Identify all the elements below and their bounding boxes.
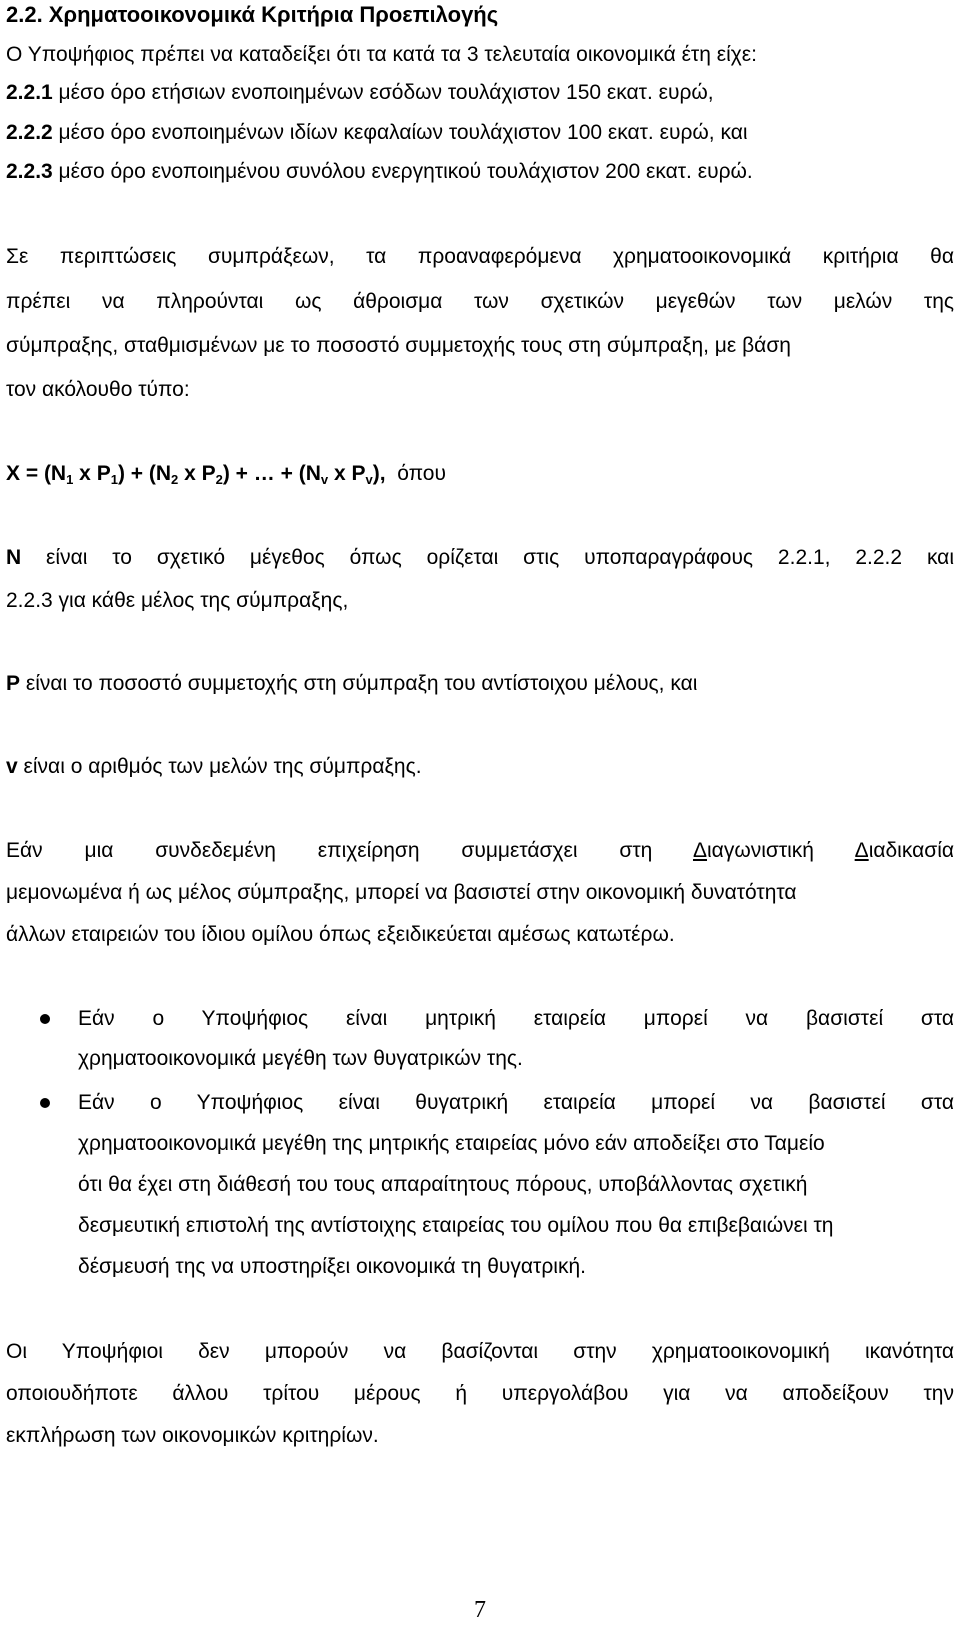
final-line-1: Οι Υποψήφιοι δεν μπορούν να βασίζονται στην χρηματοοικονομική ικανότητα — [6, 1340, 954, 1363]
bullet-1-line-2: χρηματοοικονομικά μεγέθη των θυγατρικών της. — [78, 1047, 523, 1070]
bullet-2-line-2: χρηματοοικονομικά μεγέθη της μητρικής εταιρείας μόνο εάν αποδείξει στο Ταμείο — [78, 1132, 825, 1155]
section-heading: 2.2. Χρηματοοικονομικά Κριτήρια Προεπιλογής — [6, 2, 499, 27]
formula: $X = (N_1$ x $P_1) + (N_2$ x $P_2$) + … + ($N_v$ x $P_v$), όπου — [6, 462, 446, 487]
bullet-2-line-5: δέσμευσή της να υποστηρίξει οικονομικά τη θυγατρική. — [78, 1255, 586, 1278]
definition-n-line-1: N είναι το σχετικό μέγεθος όπως ορίζεται στις υποπαραγράφους 2.2.1, 2.2.2 και — [6, 546, 954, 569]
definition-v: v είναι ο αριθμός των μελών της σύμπραξης. — [6, 755, 422, 778]
consortium-line-3: σύμπραξης, σταθμισμένων με το ποσοστό συμμετοχής τους στη σύμπραξη, με βάση — [6, 334, 791, 357]
consortium-line-4: τον ακόλουθο τύπο: — [6, 378, 190, 401]
affiliate-line-1: Εάν μια συνδεδεμένη επιχείρηση συμμετάσχει στη Διαγωνιστική Διαδικασία — [6, 839, 954, 862]
page-number: 7 — [474, 1597, 486, 1623]
criterion-number: 2.2.2 — [6, 121, 53, 144]
final-line-3: εκπλήρωση των οικονομικών κριτηρίων. — [6, 1424, 379, 1447]
bullet-2-line-4: δεσμευτική επιστολή της αντίστοιχης εταιρείας του ομίλου που θα επιβεβαιώνει τη — [78, 1214, 834, 1237]
definition-p: P είναι το ποσοστό συμμετοχής στη σύμπραξη του αντίστοιχου μέλους, και — [6, 672, 698, 695]
criterion-text: μέσο όρο ενοποιημένων ιδίων κεφαλαίων τουλάχιστον 100 εκατ. ευρώ, και — [52, 121, 748, 144]
criterion-number: 2.2.1 — [6, 81, 53, 104]
criterion-text: μέσο όρο ετήσιων ενοποιημένων εσόδων τουλάχιστον 150 εκατ. ευρώ, — [52, 81, 714, 104]
affiliate-line-2: μεμονωμένα ή ως μέλος σύμπραξης, μπορεί να βασιστεί στην οικονομική δυνατότητα — [6, 881, 797, 904]
bullet-2-line-1: Εάν ο Υποψήφιος είναι θυγατρική εταιρεία μπορεί να βασιστεί στα — [78, 1091, 954, 1114]
criterion-text: μέσο όρο ενοποιημένου συνόλου ενεργητικού τουλάχιστον 200 εκατ. ευρώ. — [52, 160, 753, 183]
final-line-2: οποιουδήποτε άλλου τρίτου μέρους ή υπεργολάβου για να αποδείξουν την — [6, 1382, 954, 1405]
criterion-2-2-1 — [6, 82, 714, 103]
intro-text: Ο Υποψήφιος πρέπει να καταδείξει ότι τα κατά τα 3 τελευταία οικονομικά έτη είχε: — [6, 43, 757, 66]
consortium-line-2: πρέπει να πληρούνται ως άθροισμα των σχετικών μεγεθών των μελών της — [6, 290, 954, 313]
formula-where: όπου — [397, 462, 446, 485]
bullet-icon — [40, 1098, 50, 1108]
criterion-number: 2.2.3 — [6, 160, 53, 183]
affiliate-line-3: άλλων εταιρειών του ίδιου ομίλου όπως εξειδικεύεται αμέσως κατωτέρω. — [6, 923, 675, 946]
bullet-icon — [40, 1014, 50, 1024]
bullet-2-line-3: ότι θα έχει στη διάθεσή του τους απαραίτητους πόρους, υποβάλλοντας σχετική — [78, 1173, 808, 1196]
criterion-2-2-3 — [6, 161, 753, 182]
consortium-line-1: Σε περιπτώσεις συμπράξεων, τα προαναφερόμενα χρηματοοικονομικά κριτήρια θα — [6, 245, 954, 268]
definition-n-line-2: 2.2.3 για κάθε μέλος της σύμπραξης, — [6, 589, 349, 612]
bullet-1-line-1: Εάν ο Υποψήφιος είναι μητρική εταιρεία μπορεί να βασιστεί στα — [78, 1007, 954, 1030]
criterion-2-2-2 — [6, 122, 748, 143]
